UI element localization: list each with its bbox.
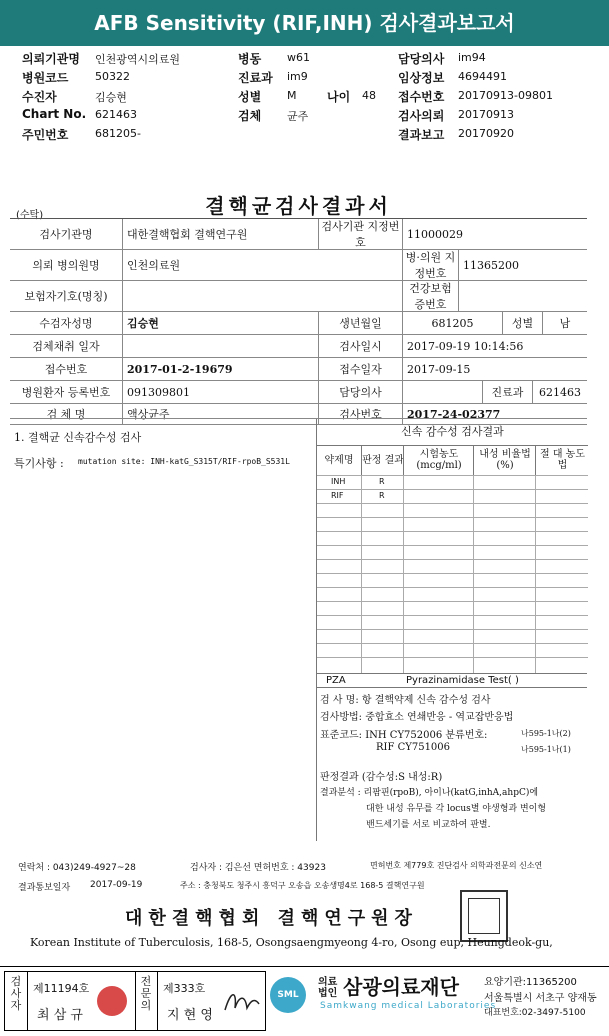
doc-note: (수탁) [16, 210, 44, 221]
agency-no-value: 11000029 [402, 219, 587, 249]
institution-code: 요양기관:11365200 [484, 977, 577, 988]
header-value: 균주 [287, 110, 309, 123]
signature-box [4, 971, 266, 1031]
header-value: 681205- [95, 127, 141, 140]
analysis-2: 대한 내성 유무를 각 locus별 야생형과 변이형 [366, 804, 547, 814]
col-drug: 약제명 [324, 454, 354, 466]
license-info: 면허번호 제779호 진단검사 의학과전문의 신소연 [370, 861, 543, 870]
method-block [316, 687, 587, 830]
pza-row [316, 673, 587, 688]
method-class-rif: 나595-1나(1) [521, 745, 571, 754]
collect-label: 검체채취 일자 [32, 340, 100, 353]
reg-label: 병원환자 등록번호 [21, 386, 111, 399]
foundation-name: 삼광의료재단 [343, 975, 459, 999]
test-date-value: 2017-09-19 10:14:56 [402, 335, 587, 357]
legal-line-2: 법인 [318, 988, 338, 999]
legal-label [318, 977, 337, 999]
test-no-label: 검사번호 [318, 404, 402, 424]
mutation-site: mutation site: INH-katG_S315T/RIF-rpoB_S531L [78, 457, 290, 466]
header-label: 진료과 [238, 71, 273, 85]
foundation-address: 서울특별시 서초구 양재동 [484, 993, 597, 1004]
doctor-label: 담당의사 [318, 381, 402, 403]
dept-value: 621463 [532, 381, 587, 403]
report-date-label: 결과통보일자 [18, 883, 71, 893]
receipt-no-label: 접수번호 [44, 363, 88, 376]
test-no-value: 2017-24-02377 [402, 404, 587, 424]
org-name: 대한결핵협회 결핵연구원장 [125, 908, 418, 929]
rapid-title: 신속 감수성 검사결과 [317, 419, 588, 446]
table-row [317, 475, 588, 490]
foundation-phone: 대표번호:02-3497-5100 [484, 1008, 586, 1018]
header-value: im9 [287, 70, 308, 83]
header-label: 병원코드 [22, 71, 69, 85]
foundation-english: Samkwang medical Laboratories [320, 1001, 497, 1011]
inspector-info: 검사자 : 김은선 면허번호 : 43923 [190, 863, 326, 873]
scanned-report [10, 180, 587, 840]
specimen-label: 검 체 명 [46, 408, 86, 421]
doc-title: 결핵균검사결과서 [205, 194, 392, 218]
header-label: 담당의사 [398, 52, 445, 66]
legal-line-1: 의료 [318, 977, 338, 988]
patient-value: 김승현 [122, 312, 318, 334]
sml-logo-icon: SML [270, 977, 306, 1013]
judge-legend: 판정결과 (감수성:S 내성:R) [320, 772, 443, 783]
agency-no-label: 검사기관 지정번호 [318, 219, 402, 249]
dob-value: 681205 [402, 312, 502, 334]
agency-value: 대한결핵협회 결핵연구원 [122, 219, 318, 249]
header-label: 의뢰기관명 [22, 52, 80, 66]
header-value: M [287, 89, 297, 102]
specimen-value: 액상균주 [122, 404, 318, 424]
official-seal-icon [460, 890, 508, 942]
header-label: 결과보고 [398, 128, 445, 142]
header-value: im94 [458, 51, 486, 64]
analysis-3: 밴드세기를 서로 비교하여 판별. [366, 820, 491, 830]
bottom-signature-bar [0, 966, 609, 1036]
method-name: 검 사 명: 항 결핵약제 신속 감수성 검사 [320, 695, 491, 706]
drug-result: R [379, 491, 385, 500]
drug-name: INH [331, 477, 346, 486]
header-label: 검체 [238, 109, 262, 123]
analysis-1: 결과분석 : 리팜핀(rpoB), 아이나(katG,inhA,ahpC)에 [320, 788, 539, 798]
header-value: 김승현 [95, 91, 127, 104]
issuer-footer [10, 860, 600, 960]
age-label: 나이 [327, 90, 351, 104]
specialist-side-label: 전문의 [140, 975, 152, 1012]
contact: 연락처 : 043)249-4927~28 [18, 863, 136, 873]
header-value: 4694491 [458, 70, 507, 83]
hospital-value: 인천의료원 [122, 250, 318, 280]
header-label: 접수번호 [398, 90, 445, 104]
hospital-no-label: 병·의원 지정번호 [402, 250, 458, 280]
header-value: w61 [287, 51, 310, 64]
report-title: AFB Sensitivity (RIF,INH) 검사결과보고서 [0, 0, 609, 46]
header-value: 20170920 [458, 127, 514, 140]
inspector-side-label: 검사자 [10, 975, 22, 1012]
dept-label: 진료과 [482, 381, 532, 403]
agency-label: 검사기관명 [39, 228, 93, 241]
hospital-no-value: 11365200 [458, 250, 587, 280]
header-value: 50322 [95, 70, 130, 83]
insurance-no-label: 건강보험 증번호 [402, 281, 458, 311]
receipt-date-value: 2017-09-15 [402, 358, 587, 380]
report-header [0, 50, 609, 150]
org-english: Korean Institute of Tuberculosis, 168-5, Osongsaengmyeong 4-ro, Osong eup, Heungdeok-gu, [30, 936, 553, 949]
section-title: 1. 결핵균 신속감수성 검사 [14, 431, 142, 444]
col-ratio: 내성 비율법(%) [473, 445, 536, 475]
pza-label: PZA [326, 675, 346, 686]
header-label: 성별 [238, 90, 262, 104]
result-section [10, 418, 587, 841]
header-label: Chart No. [22, 107, 87, 121]
red-stamp-icon [97, 986, 127, 1016]
info-grid [10, 218, 587, 421]
special-label: 특기사항 : [14, 457, 64, 470]
specialist-name: 지 현 영 [167, 1008, 213, 1023]
method-technique: 검사방법: 중합효소 연쇄반응 - 역교잡반응법 [320, 712, 514, 723]
hospital-label: 의뢰 병의원명 [32, 259, 100, 272]
sex-value: 남 [542, 312, 587, 334]
signature-icon [223, 986, 261, 1016]
col-conc: 시험농도 (mcg/ml) [403, 445, 474, 475]
header-label: 임상정보 [398, 71, 445, 85]
header-label: 검사의뢰 [398, 109, 445, 123]
pza-value: Pyrazinamidase Test( ) [406, 675, 519, 686]
method-class-inh: 나595-1나(2) [521, 729, 571, 738]
method-rif-code: RIF CY751006 [376, 742, 451, 753]
header-label: 수진자 [22, 90, 57, 104]
header-label: 주민번호 [22, 128, 69, 142]
header-value: 인천광역시의료원 [95, 53, 181, 66]
col-judge: 판정 결과 [361, 445, 404, 475]
method-code: 표준코드: INH CY752006 분류번호: [320, 730, 488, 741]
drug-result: R [379, 477, 385, 486]
inspector-license-no: 제11194호 [33, 982, 90, 995]
dob-label: 생년월일 [318, 312, 402, 334]
reg-value: 091309801 [122, 381, 318, 403]
receipt-date-label: 접수일자 [318, 358, 402, 380]
col-abs: 절 대 농도법 [535, 445, 589, 475]
patient-label: 수검자성명 [39, 317, 93, 330]
table-row [317, 489, 588, 504]
report-date-value: 2017-09-19 [90, 880, 143, 890]
header-value: 621463 [95, 108, 137, 121]
test-date-label: 검사일시 [318, 335, 402, 357]
insurance-label: 보험자기호(명칭) [24, 290, 108, 303]
receipt-no-value: 2017-01-2-19679 [122, 358, 318, 380]
header-value: 20170913-09801 [458, 89, 553, 102]
header-value: 20170913 [458, 108, 514, 121]
address: 주소 : 충청북도 청주시 흥덕구 오송읍 오송생명4로 168-5 결핵연구원 [180, 881, 425, 890]
drug-name: RIF [331, 491, 344, 500]
sex-label: 성별 [502, 312, 542, 334]
header-label: 병동 [238, 52, 262, 66]
inspector-name: 최 삼 규 [37, 1008, 83, 1023]
specialist-license-no: 제333호 [163, 982, 206, 995]
age-value: 48 [362, 89, 376, 102]
